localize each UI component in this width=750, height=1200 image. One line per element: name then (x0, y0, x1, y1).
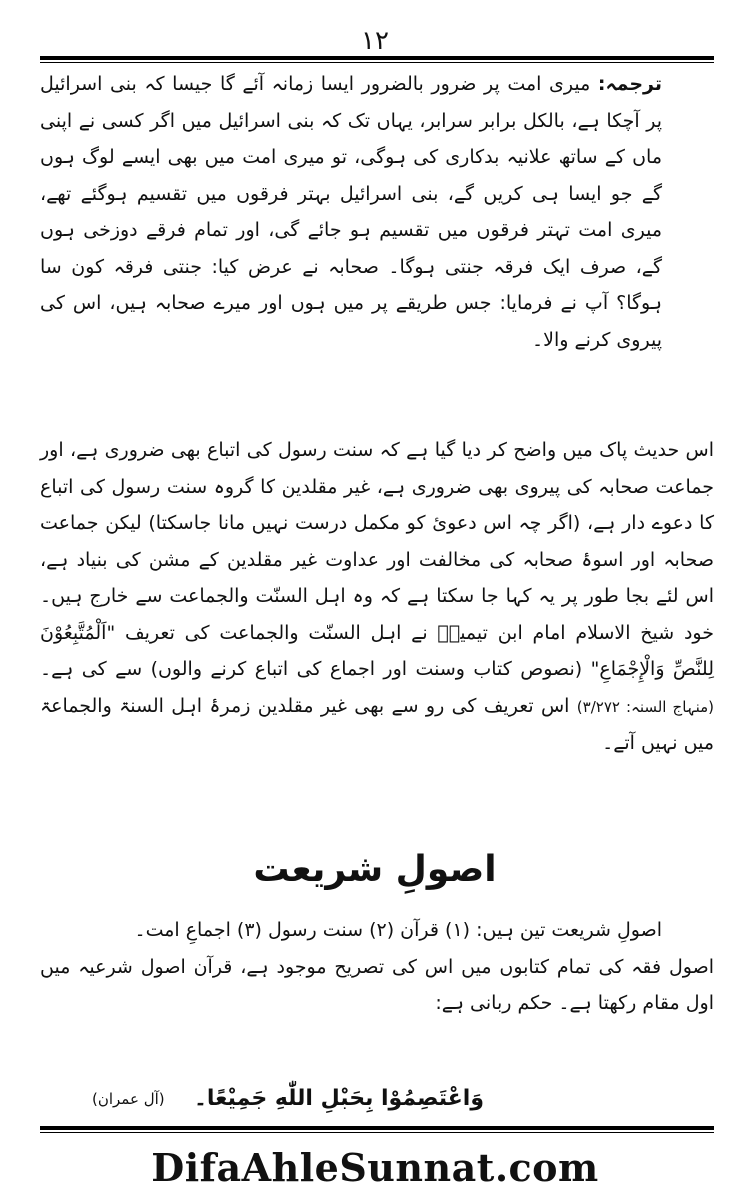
quran-verse: وَاعْتَصِمُوْا بِحَبْلِ اللّٰهِ جَمِیْعًا۔ (194, 1086, 484, 1111)
usool-paragraph: اصول فقہ کی تمام کتابوں میں اس کی تصریح موجود ہے، قرآن اصول شرعیہ میں اول مقام رکھتا ہے۔ حکم ربانی ہے: (40, 955, 714, 1014)
top-rule (40, 56, 714, 60)
page-number: ١٢ (361, 26, 389, 56)
top-rule-thin (40, 62, 714, 63)
usool-section (40, 912, 714, 1022)
commentary-text-continued: اس تعریف کی رو سے بھی غیر مقلدین زمرۂ اہل السنۃ والجماعۃ میں نہیں آتے۔ (40, 694, 714, 754)
translation-text: میری امت پر ضرور بالضرور ایسا زمانہ آئے گا جیسا کہ بنی اسرائیل پر آچکا ہے، بالکل برابر سرابر، یہاں تک کہ بنی اسرائیل میں اگر کسی نے اپنی ماں کے ساتھ علانیہ بدکاری کی ہوگی، تو میری امت میں بھی ایسے لوگ ہوں گے جو ایسا ہی کریں گے، بنی اسرائیل بہتر فرقوں میں تقسیم ہوگئے تھے، میری امت تہتر فرقوں میں تقسیم ہو جائے گی، اور تمام فرقے دوزخی ہوں گے، صرف ایک فرقہ جنتی ہوگا۔ صحابہ نے عرض کیا: جنتی فرقہ کون سا ہوگا؟ آپ نے فرمایا: جس طریقے پر میں ہوں اور میرے صحابہ ہیں، اس کی پیروی کرنے والا۔ (40, 73, 662, 351)
verse-reference: (آل عمران) (92, 1090, 165, 1108)
quran-verse-line (40, 1080, 714, 1118)
section-heading: اصولِ شریعت (253, 849, 497, 890)
commentary (40, 432, 714, 762)
bottom-rule-thin (40, 1132, 714, 1133)
commentary-reference: (منہاج السنہ: ۳/۲۷۲) (576, 697, 714, 716)
commentary-text: اس حدیث پاک میں واضح کر دیا گیا ہے کہ سنت رسول کی اتباع بھی ضروری ہے، اور جماعت صحابہ کی پیروی بھی ضروری ہے، غیر مقلدین کا گروہ سنت رسول کی اتباع کا دعوے دار ہے، (اگر چہ اس دعوئ کو مکمل درست نہیں مانا جاسکتا) لیکن جماعت صحابہ اور اسوۂ صحابہ کی مخالفت اور عداوت غیر مقلدین کے مشن کی بنیاد ہے، اس لئے بجا طور پر یہ کہا جا سکتا ہے کہ وہ اہل السنّت والجماعت سے خارج ہیں۔ خود شیخ الاسلام امام ابن تیمیہؒ نے اہل السنّت والجماعت کی تعریف "اَلْمُتَّبِعُوْنَ لِلنَّصِّ وَالْإِجْمَاعِ" (نصوص کتاب وسنت اور اجماع کی اتباع کرنے والوں) سے کی ہے۔ (40, 439, 714, 680)
translation-label: ترجمہ: (597, 73, 663, 95)
usool-list: اصولِ شریعت تین ہیں: (۱) قرآن (۲) سنت رسول (۳) اجماعِ امت۔ (134, 919, 662, 941)
bottom-rule (40, 1126, 714, 1130)
website-watermark: DifaAhleSunnat.com (151, 1145, 599, 1190)
hadith-translation (40, 66, 714, 358)
